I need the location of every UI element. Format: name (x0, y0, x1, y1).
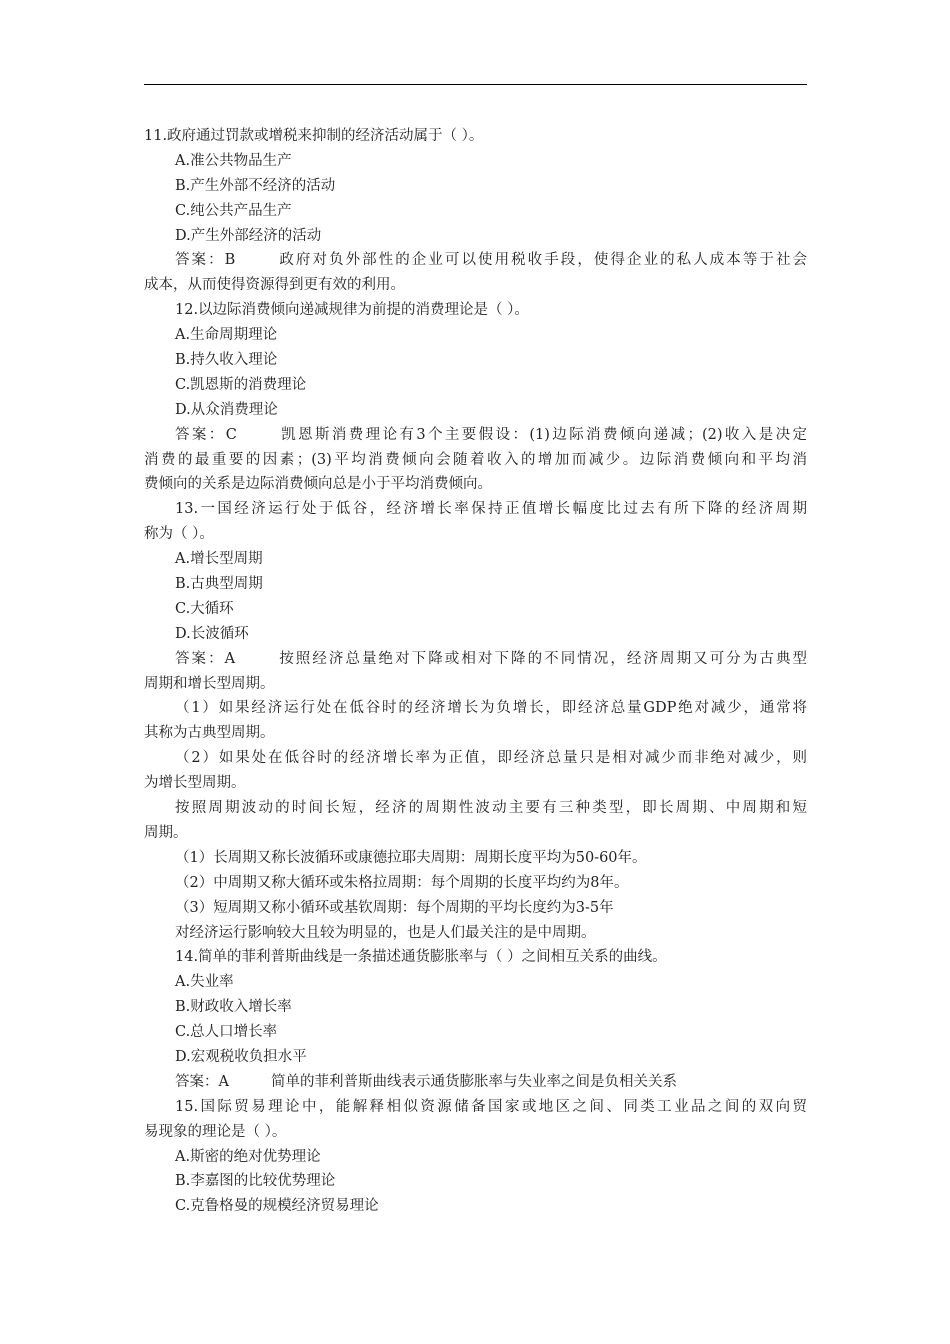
question-11-explanation-cont: 成本，从而使得资源得到更有效的利用。 (144, 277, 405, 294)
answer-label: 答案：A (175, 650, 236, 667)
question-13-option-d: D.长波循环 (175, 625, 249, 642)
question-15-stem: 15.国际贸易理论中，能解释相似资源储备国家或地区之间、同类工业品之间的双向贸 (175, 1098, 807, 1115)
question-15-stem-cont: 易现象的理论是（ ）。 (144, 1123, 287, 1140)
question-15-option-c: C.克鲁格曼的规模经济贸易理论 (175, 1198, 379, 1215)
question-14-option-c: C.总人口增长率 (175, 1024, 278, 1041)
answer-explanation: 政府对负外部性的企业可以使用税收手段，使得企业的私人成本等于社会 (277, 252, 807, 269)
answer-explanation: 简单的菲利普斯曲线表示通货膨胀率与失业率之间是负相关关系 (270, 1073, 677, 1090)
question-12-option-c: C.凯恩斯的消费理论 (175, 376, 307, 393)
question-14-option-d: D.宏观税收负担水平 (175, 1048, 307, 1065)
question-13-note: （2）中周期又称大循环或朱格拉周期：每个周期的长度平均约为8年。 (175, 874, 629, 891)
question-13-note: （1）如果经济运行处在低谷时的经济增长为负增长，即经济总量GDP绝对减少，通常将 (175, 700, 807, 717)
question-12-explanation-cont: 消费的最重要的因素；(3)平均消费倾向会随着收入的增加而减少。边际消费倾向和平均消 (144, 451, 807, 468)
question-13-answer (144, 647, 807, 672)
question-13-note-cont: 其称为古典型周期。 (144, 725, 275, 742)
question-13-stem: 13.一国经济运行处于低谷，经济增长率保持正值增长幅度比过去有所下降的经济周期 (175, 501, 807, 518)
question-11-stem: 11.政府通过罚款或增税来抑制的经济活动属于（ ）。 (144, 128, 484, 144)
question-11-option-b: B.产生外部不经济的活动 (175, 177, 336, 194)
question-13-note-cont: 为增长型周期。 (144, 775, 246, 792)
question-13-option-a: A.增长型周期 (175, 551, 263, 568)
question-11-option-c: C.纯公共产品生产 (175, 202, 292, 219)
document-body (144, 124, 807, 1219)
question-12-option-a: A.生命周期理论 (175, 327, 278, 344)
question-12-explanation-cont: 费倾向的关系是边际消费倾向总是小于平均消费倾向。 (144, 476, 492, 493)
question-11-option-a: A.准公共物品生产 (175, 152, 292, 169)
question-13-note: （2）如果处在低谷时的经济增长率为正值，即经济总量只是相对减少而非绝对减少，则 (175, 750, 807, 767)
answer-label: 答案：C (175, 426, 237, 443)
question-15-option-a: A.斯密的绝对优势理论 (175, 1148, 321, 1165)
question-15-option-b: B.李嘉图的比较优势理论 (175, 1173, 336, 1190)
question-13-stem-cont: 称为（ ）。 (144, 526, 214, 543)
answer-label: 答案：A (175, 1073, 229, 1090)
question-11-option-d: D.产生外部经济的活动 (175, 227, 322, 244)
question-12-stem: 12.以边际消费倾向递减规律为前提的消费理论是（ ）。 (175, 302, 529, 319)
question-13-note: （1）长周期又称长波循环或康德拉耶夫周期：周期长度平均为50-60年。 (175, 849, 647, 866)
question-13-note-cont: 周期。 (144, 824, 188, 841)
question-14-option-b: B.财政收入增长率 (175, 999, 292, 1016)
question-13-note: （3）短周期又称小循环或基钦周期：每个周期的平均长度约为3-5年 (175, 899, 614, 916)
answer-explanation: 按照经济总量绝对下降或相对下降的不同情况，经济周期又可分为古典型 (277, 650, 807, 667)
question-13-option-b: B.古典型周期 (175, 576, 263, 593)
question-13-note: 对经济运行影响较大且较为明显的，也是人们最关注的是中周期。 (175, 924, 596, 941)
answer-explanation: 凯恩斯消费理论有3个主要假设：(1)边际消费倾向递减；(2)收入是决定 (278, 426, 807, 443)
question-12-answer (144, 423, 807, 448)
question-13-option-c: C.大循环 (175, 600, 234, 617)
question-14-option-a: A.失业率 (175, 974, 234, 991)
question-12-option-d: D.从众消费理论 (175, 401, 278, 418)
question-12-option-b: B.持久收入理论 (175, 352, 278, 369)
question-14-answer (144, 1070, 807, 1095)
answer-label: 答案：B (175, 252, 236, 269)
question-11-answer (144, 248, 807, 273)
question-13-note: 按照周期波动的时间长短，经济的周期性波动主要有三种类型，即长周期、中周期和短 (175, 800, 807, 817)
question-14-stem: 14.简单的菲利普斯曲线是一条描述通货膨胀率与（ ）之间相互关系的曲线。 (175, 949, 667, 966)
question-13-explanation-cont: 周期和增长型周期。 (144, 675, 275, 692)
header-rule (144, 84, 807, 85)
